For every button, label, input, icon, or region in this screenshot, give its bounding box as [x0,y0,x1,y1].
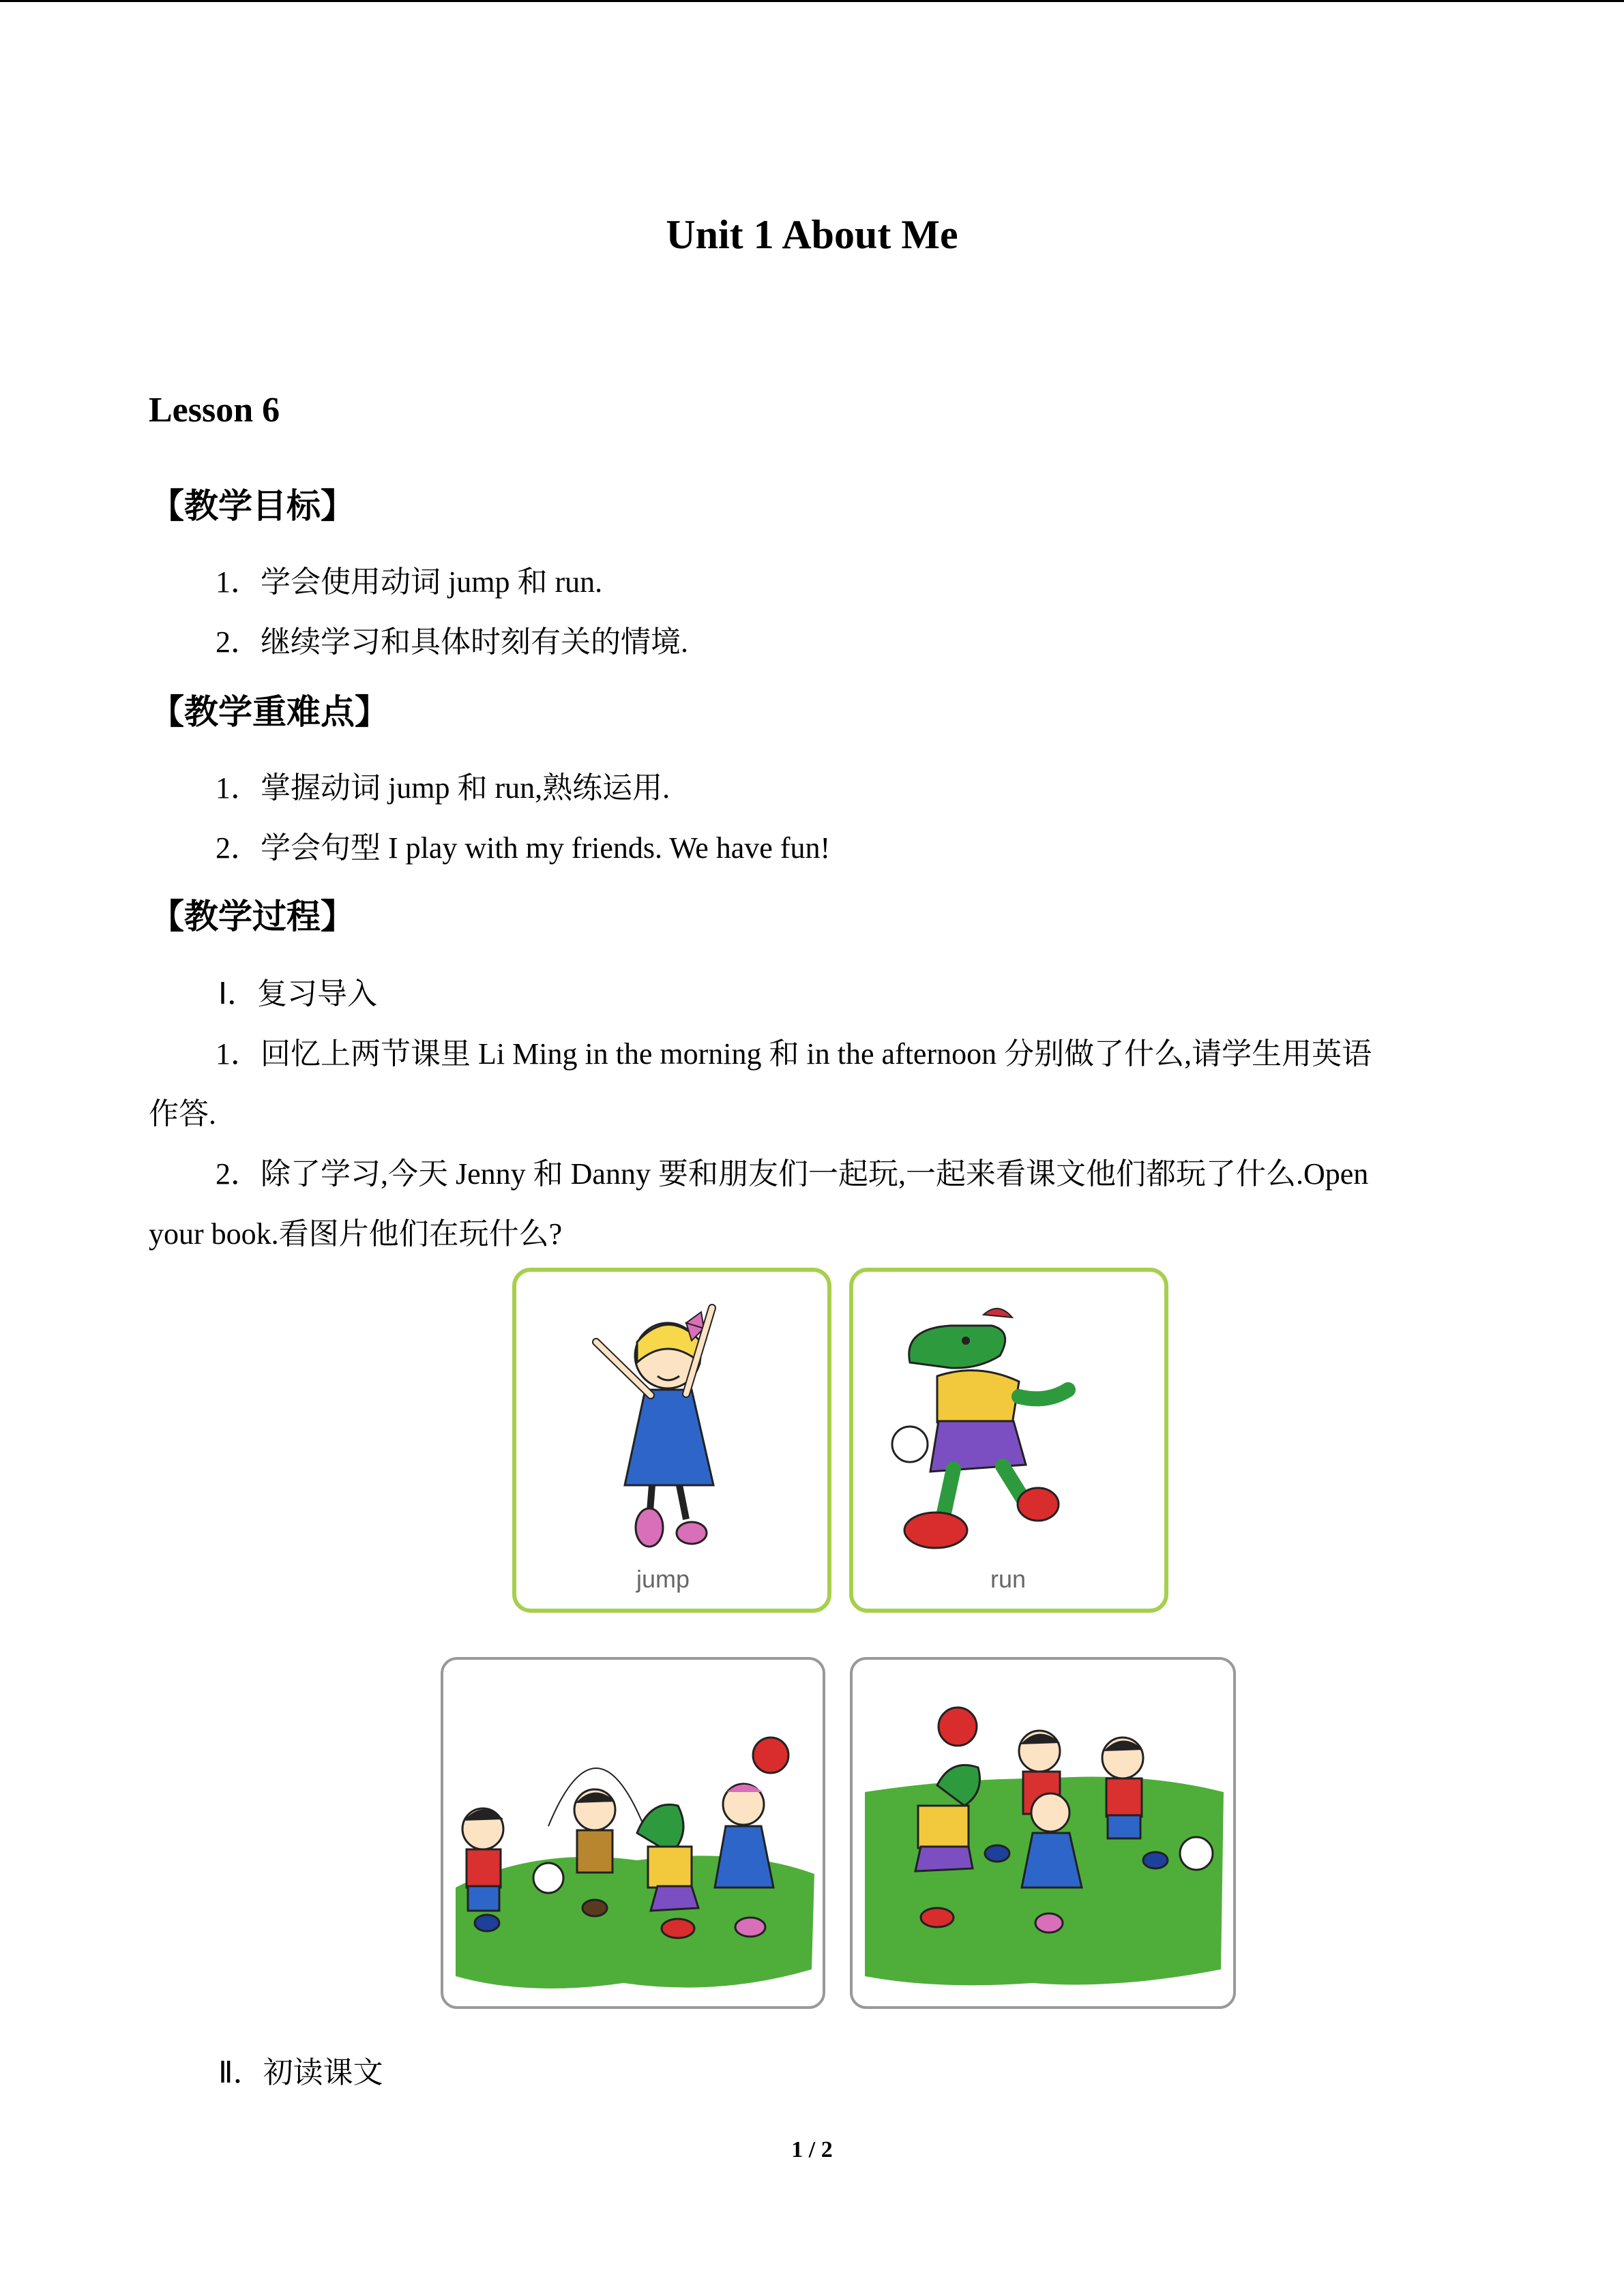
section-heading-goals: 【教学目标】 [150,486,355,526]
keypoint-item-1: 1．掌握动词 jump 和 run,熟练运用. [216,771,670,805]
section-heading-process: 【教学过程】 [150,897,355,936]
textbook-illustration [432,1260,1250,2018]
top-border-line [0,0,1624,2]
run-card [851,1270,1166,1611]
process-para-1-line-1: 1．回忆上两节课里 Li Ming in the morning 和 in the afternoon 分别做了什么,请学生用英语 [216,1037,1372,1071]
run-label: run [990,1565,1027,1593]
lesson-heading: Lesson 6 [149,391,280,430]
process-para-2-line-1: 2．除了学习,今天 Jenny 和 Danny 要和朋友们一起玩,一起来看课文他们都玩了什么.Open [216,1157,1369,1191]
keypoint-item-2: 2．学会句型 I play with my friends. We have fun! [216,831,831,865]
process-para-2-line-2: your book.看图片他们在玩什么? [149,1217,563,1251]
process-step-1: Ⅰ．复习导入 [218,977,377,1011]
play-scene-card-left [442,1658,824,2008]
goal-item-2: 2．继续学习和具体时刻有关的情境. [216,625,688,659]
jump-card [514,1270,829,1611]
jump-label: jump [636,1565,690,1593]
goal-item-1: 1．学会使用动词 jump 和 run. [216,565,603,599]
page-title: Unit 1 About Me [666,212,958,257]
section-heading-keypoints: 【教学重难点】 [150,692,389,732]
play-scene-card-right [851,1658,1235,2008]
process-para-1-line-2: 作答. [149,1097,216,1131]
process-step-2: Ⅱ．初读课文 [218,2056,383,2089]
page-number: 1 / 2 [791,2137,833,2162]
